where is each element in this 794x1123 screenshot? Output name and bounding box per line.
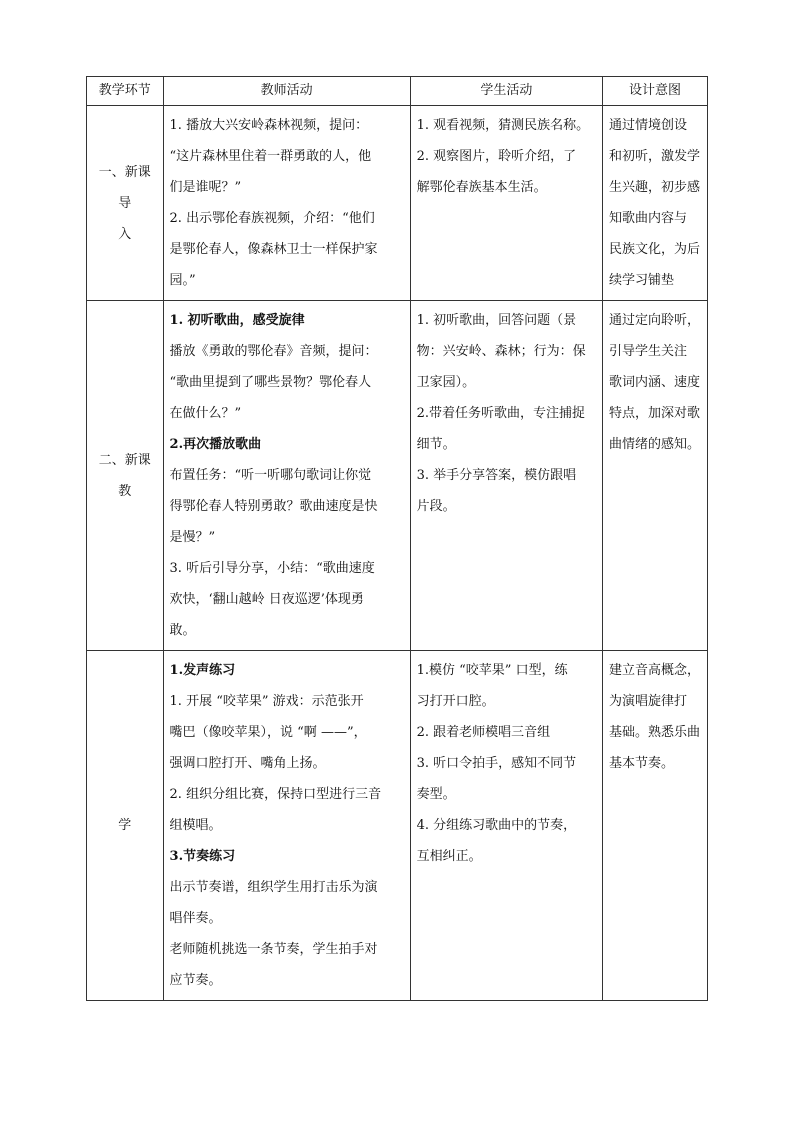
text-line: 3. 举手分享答案，模仿跟唱 (416, 468, 577, 483)
text-line: 3. 听口令拍手，感知不同节 (416, 756, 577, 771)
section-heading: 2.再次播放歌曲 (169, 437, 262, 452)
stage-label: 学 (118, 818, 132, 833)
text-line: 是鄂伦春人，像森林卫士一样保护家 (169, 242, 378, 257)
lesson-plan-table-wrapper (86, 76, 708, 1001)
text-line: 奏型。 (416, 787, 456, 802)
section-heading: 3.节奏练习 (169, 849, 236, 864)
text-line: 为演唱旋律打 (609, 694, 688, 709)
text-line: 解鄂伦春族基本生活。 (416, 180, 547, 195)
stage-label: 一、新课导 (98, 164, 151, 211)
text-line: “歌曲里提到了哪些景物？鄂伦春人 (169, 375, 372, 390)
stage-cell-intro (87, 106, 164, 301)
table-row-teaching-a (87, 301, 708, 651)
text-line: 播放《勇敢的鄂伦春》音频，提问： (169, 344, 378, 359)
header-student-activity: 学生活动 (410, 77, 602, 106)
student-activity-cell (410, 301, 602, 651)
text-line: 知歌曲内容与 (609, 211, 688, 226)
text-line: 3. 听后引导分享，小结：“歌曲速度 (169, 561, 375, 576)
text-line: 得鄂伦春人特别勇敢？歌曲速度是快 (169, 499, 378, 514)
text-line: 和初听，激发学 (609, 149, 701, 164)
text-line: 2. 出示鄂伦春族视频，介绍：“他们 (169, 211, 375, 226)
teacher-activity-cell (163, 301, 410, 651)
text-line: 4. 分组练习歌曲中的节奏， (416, 818, 577, 833)
lesson-plan-table (86, 76, 708, 1001)
text-line: 生兴趣，初步感 (609, 180, 701, 195)
text-line: 布置任务：“听一听哪句歌词让你觉 (169, 468, 372, 483)
header-stage: 教学环节 (87, 77, 164, 106)
table-row-intro (87, 106, 708, 301)
text-line: 欢快，‘翻山越岭 日夜巡逻’体现勇 (169, 592, 364, 607)
text-line: 建立音高概念， (609, 663, 701, 678)
text-line: 2. 观察图片，聆听介绍，了 (416, 149, 577, 164)
text-line: 1.模仿 “咬苹果” 口型，练 (416, 663, 568, 678)
stage-label: 二、新课教 (98, 452, 151, 499)
text-line: 1. 观看视频，猜测民族名称。 (416, 118, 590, 133)
design-intent-cell (603, 651, 708, 1001)
student-activity-cell (410, 106, 602, 301)
text-line: 曲情绪的感知。 (609, 437, 701, 452)
text-line: 民族文化，为后 (609, 242, 701, 257)
header-row (87, 77, 708, 106)
text-line: 1. 播放大兴安岭森林视频，提问： (169, 118, 369, 133)
text-line: 互相纠正。 (416, 849, 482, 864)
teacher-activity-cell (163, 106, 410, 301)
table-row-teaching-b (87, 651, 708, 1001)
text-line: 片段。 (416, 499, 456, 514)
text-line: 歌词内涵、速度 (609, 375, 701, 390)
header-design-intent: 设计意图 (603, 77, 708, 106)
text-line: 细节。 (416, 437, 456, 452)
text-line: 敢。 (169, 623, 196, 638)
stage-label: 入 (118, 226, 132, 242)
student-activity-cell (410, 651, 602, 1001)
text-line: 应节奏。 (169, 973, 222, 988)
stage-cell-teaching-top (87, 301, 164, 651)
text-line: 出示节奏谱，组织学生用打击乐为演 (169, 880, 378, 895)
section-heading: 1. 初听歌曲，感受旋律 (169, 313, 305, 328)
stage-cell-teaching-bottom (87, 651, 164, 1001)
text-line: 园。” (169, 273, 196, 288)
text-line: 习打开口腔。 (416, 694, 495, 709)
text-line: 嘴巴（像咬苹果），说 “啊 ——”， (169, 725, 367, 740)
text-line: 在做什么？” (169, 406, 242, 421)
text-line: “这片森林里住着一群勇敢的人，他 (169, 149, 372, 164)
text-line: 2. 跟着老师模唱三音组 (416, 725, 551, 740)
text-line: 组模唱。 (169, 818, 222, 833)
design-intent-cell (603, 301, 708, 651)
text-line: 续学习铺垫 (609, 273, 675, 288)
section-heading: 1.发声练习 (169, 663, 236, 678)
text-line: 物：兴安岭、森林；行为：保 (416, 344, 586, 359)
text-line: 唱伴奏。 (169, 911, 222, 926)
text-line: 们是谁呢？” (169, 180, 242, 195)
teacher-activity-cell (163, 651, 410, 1001)
text-line: 强调口腔打开、嘴角上扬。 (169, 756, 326, 771)
text-line: 卫家园）。 (416, 375, 476, 390)
text-line: 老师随机挑选一条节奏，学生拍手对 (169, 942, 378, 957)
text-line: 是慢？” (169, 530, 216, 545)
text-line: 引导学生关注 (609, 344, 688, 359)
text-line: 基础。熟悉乐曲 (609, 725, 701, 740)
design-intent-cell (603, 106, 708, 301)
text-line: 1. 开展 “咬苹果” 游戏：示范张开 (169, 694, 364, 709)
text-line: 通过情境创设 (609, 118, 688, 133)
text-line: 1. 初听歌曲，回答问题（景 (416, 313, 577, 328)
text-line: 2. 组织分组比赛，保持口型进行三音 (169, 787, 382, 802)
text-line: 基本节奏。 (609, 756, 675, 771)
text-line: 2.带着任务听歌曲，专注捕捉 (416, 406, 586, 421)
text-line: 通过定向聆听， (609, 313, 701, 328)
header-teacher-activity: 教师活动 (163, 77, 410, 106)
text-line: 特点，加深对歌 (609, 406, 701, 421)
